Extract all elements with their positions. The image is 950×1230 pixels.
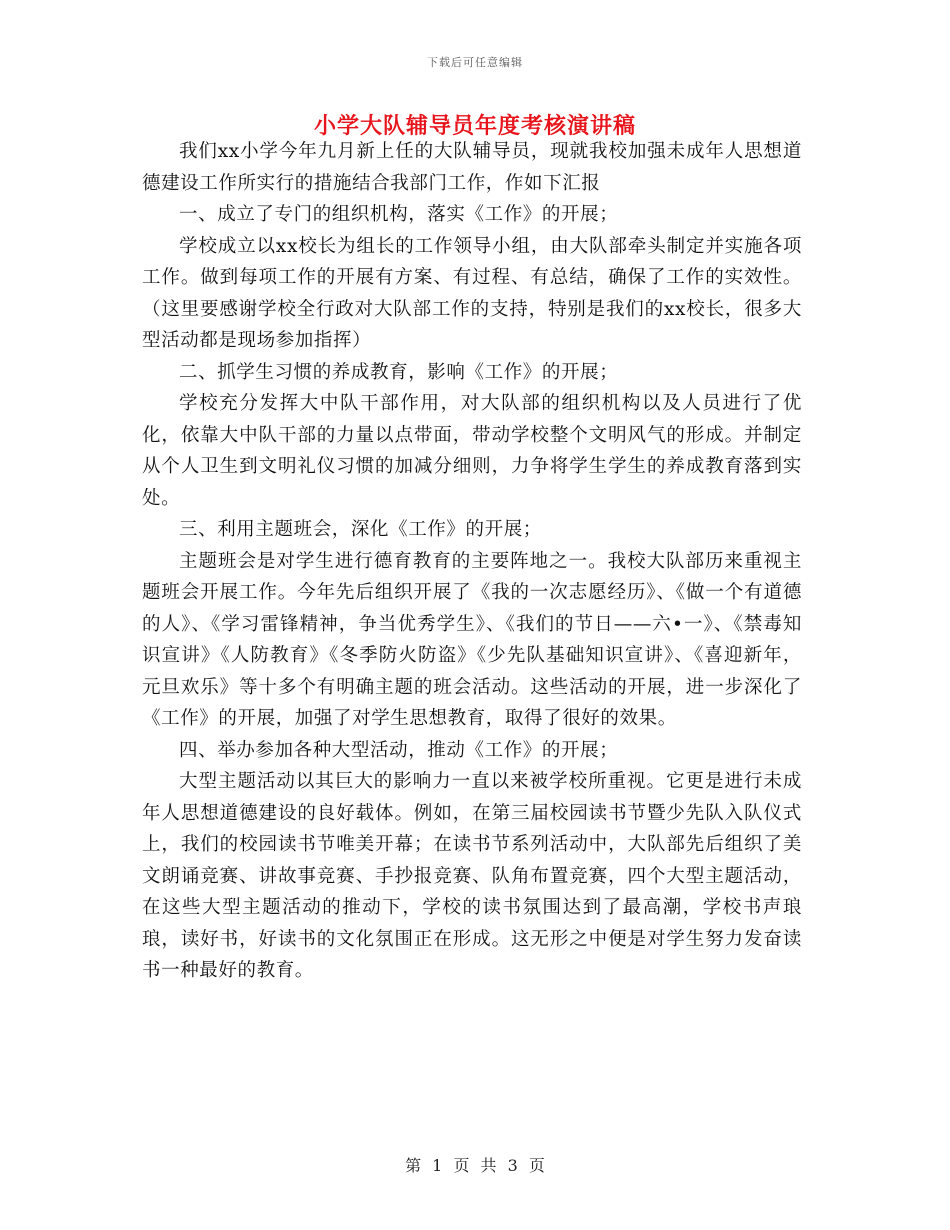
section-heading-2: 二、抓学生习惯的养成教育，影响《工作》的开展；: [179, 361, 619, 383]
paragraph-intro: 我们xx小学今年九月新上任的大队辅导员，现就我校加强未成年人思想道德建设工作所实行的措施结合我部门工作，作如下汇报: [142, 141, 802, 194]
paragraph-1: 学校成立以xx校长为组长的工作领导小组，由大队部牵头制定并实施各项工作。做到每项工作的开展有方案、有过程、有总结，确保了工作的实效性。（这里要感谢学校全行政对大队部工作的支持，特别是我们的xx校长，很多大型活动都是现场参加指挥）: [142, 235, 802, 351]
paragraph-2: 学校充分发挥大中队干部作用，对大队部的组织机构以及人员进行了优化，依靠大中队干部的力量以点带面，带动学校整个文明风气的形成。并制定从个人卫生到文明礼仪习惯的加减分细则，力争将学生学生的养成教育落到实处。: [142, 393, 802, 509]
section-heading-4: 四、举办参加各种大型活动，推动《工作》的开展；: [179, 739, 619, 761]
paragraph-4: 大型主题活动以其巨大的影响力一直以来被学校所重视。它更是进行未成年人思想道德建设的良好载体。例如，在第三届校园读书节暨少先队入队仪式上，我们的校园读书节唯美开幕；在读书节系列活动中，大队部先后组织了美文朗诵竞赛、讲故事竞赛、手抄报竞赛、队角布置竞赛，四个大型主题活动，在这些大型主题活动的推动下，学校的读书氛围达到了最高潮，学校书声琅琅，读好书，好读书的文化氛围正在形成。这无形之中便是对学生努力发奋读书一种最好的教育。: [142, 771, 802, 981]
paragraph-3: 主题班会是对学生进行德育教育的主要阵地之一。我校大队部历来重视主题班会开展工作。今年先后组织开展了《我的一次志愿经历》、《做一个有道德的人》、《学习雷锋精神，争当优秀学生》、《我们的节日——六•一》、《禁毒知识宣讲》《人防教育》《冬季防火防盗》《少先队基础知识宣讲》、《喜迎新年，元旦欢乐》等十多个有明确主题的班会活动。这些活动的开展，进一步深化了《工作》的开展，加强了对学生思想教育，取得了很好的效果。: [142, 550, 802, 729]
page-number-footer: 第 1 页 共 3 页: [405, 1156, 545, 1175]
section-heading-3: 三、利用主题班会，深化《工作》的开展；: [179, 519, 542, 540]
section-heading-1: 一、成立了专门的组织机构，落实《工作》的开展；: [179, 204, 619, 225]
page-header-note: 下载后可任意编辑: [427, 56, 523, 69]
document-title: 小学大队辅导员年度考核演讲稿: [313, 113, 636, 139]
document-body: [142, 136, 802, 987]
